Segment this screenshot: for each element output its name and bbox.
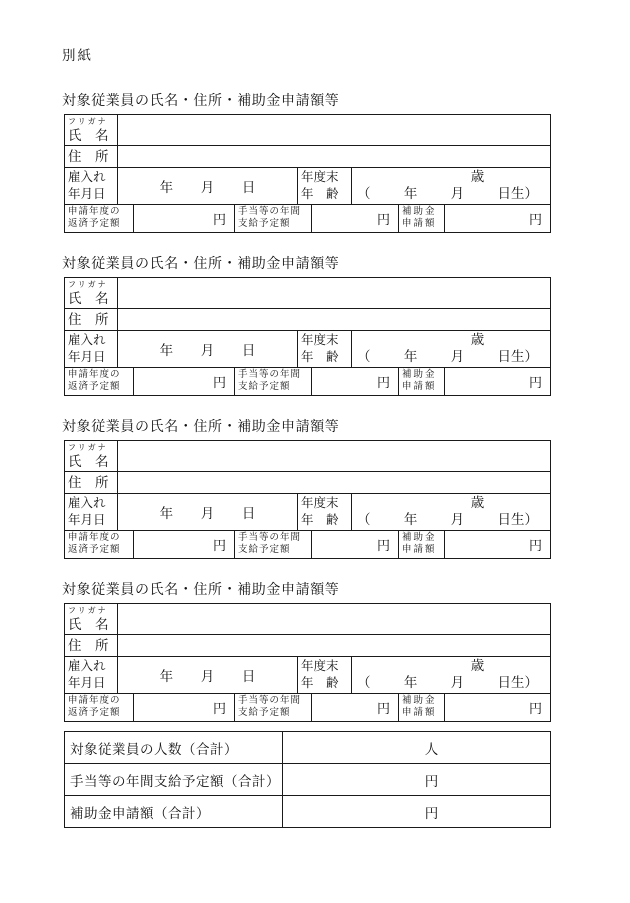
yen-unit-label: 円 — [376, 375, 390, 390]
repayment-label-line2: 返済予定額 — [68, 707, 121, 718]
address-row — [65, 146, 550, 168]
repayment-label-line1: 申請年度の — [68, 370, 121, 380]
birth-open-paren: （ — [357, 185, 371, 201]
repayment-value-cell — [134, 694, 235, 721]
yen-unit-label: 円 — [376, 538, 390, 553]
age-label-line1: 年度末 — [301, 170, 339, 184]
birth-year-unit: 年 — [403, 348, 418, 364]
totals-table — [64, 731, 551, 828]
yen-unit-label: 円 — [424, 805, 439, 821]
birth-month-unit: 月 — [450, 348, 465, 364]
address-row — [65, 635, 550, 657]
address-value-cell — [118, 635, 550, 656]
yen-unit-label: 円 — [376, 212, 390, 227]
year-unit-label: 年 — [159, 506, 174, 521]
allowance-value-cell — [312, 368, 399, 395]
subsidy-label-cell — [399, 531, 445, 558]
age-birthdate-cell — [352, 168, 550, 204]
age-label-line2: 年 齢 — [301, 186, 339, 201]
employee-table — [64, 277, 551, 396]
totals-row-allowance — [65, 764, 550, 796]
allowance-label-line1: 手当等の年間 — [238, 533, 302, 543]
name-value-cell — [118, 604, 550, 634]
month-unit-label: 月 — [200, 506, 215, 521]
year-unit-label: 年 — [159, 343, 174, 358]
hire-date-value-cell — [118, 168, 298, 204]
hire-date-label-line2: 年月日 — [68, 186, 106, 201]
name-label-cell — [65, 604, 118, 634]
yen-unit-label: 円 — [424, 773, 439, 789]
name-label-cell — [65, 441, 118, 471]
day-unit-label: 日 — [241, 180, 256, 195]
amounts-row — [65, 531, 550, 558]
repayment-label-line2: 返済予定額 — [68, 218, 121, 229]
address-row — [65, 309, 550, 331]
repayment-value-cell — [134, 368, 235, 395]
name-label: 氏 名 — [68, 454, 109, 469]
name-value-cell — [118, 441, 550, 471]
year-unit-label: 年 — [159, 669, 174, 684]
address-value-cell — [118, 472, 550, 493]
age-unit-label: 歳 — [470, 658, 485, 673]
hire-date-label-cell — [65, 657, 118, 693]
age-label-line2: 年 齢 — [301, 675, 339, 690]
birth-month-unit: 月 — [450, 185, 465, 201]
name-label: 氏 名 — [68, 128, 109, 143]
birth-month-unit: 月 — [450, 674, 465, 690]
age-birthdate-cell — [352, 494, 550, 530]
repayment-value-cell — [134, 531, 235, 558]
subsidy-label-cell — [399, 694, 445, 721]
repayment-value-cell — [134, 205, 235, 232]
name-row — [65, 604, 550, 635]
allowance-label-line1: 手当等の年間 — [238, 696, 302, 706]
hire-date-label-line1: 雇入れ — [68, 333, 106, 347]
yen-unit-label: 円 — [212, 538, 226, 553]
subsidy-value-cell — [445, 205, 550, 232]
hire-date-row — [65, 657, 550, 694]
repayment-label-line1: 申請年度の — [68, 207, 121, 217]
hire-date-row — [65, 168, 550, 205]
month-unit-label: 月 — [200, 343, 215, 358]
hire-date-row — [65, 494, 550, 531]
employee-block — [62, 581, 551, 722]
age-label-line2: 年 齢 — [301, 512, 339, 527]
subsidy-label-line1: 補助金 — [402, 370, 437, 380]
furigana-label: フリガナ — [68, 280, 108, 289]
section-title: 対象従業員の氏名・住所・補助金申請額等 — [62, 583, 340, 598]
address-label: 住 所 — [65, 635, 118, 656]
totals-row-headcount — [65, 732, 550, 764]
attachment-corner-label: 別紙 — [62, 48, 93, 63]
age-label-line1: 年度末 — [301, 659, 339, 673]
repayment-label-line1: 申請年度の — [68, 533, 121, 543]
allowance-label-cell — [235, 531, 312, 558]
section-title: 対象従業員の氏名・住所・補助金申請額等 — [62, 420, 340, 435]
amounts-row — [65, 205, 550, 232]
age-unit-label: 歳 — [470, 495, 485, 510]
address-value-cell — [118, 146, 550, 167]
allowance-value-cell — [312, 531, 399, 558]
year-unit-label: 年 — [159, 180, 174, 195]
hire-date-row — [65, 331, 550, 368]
allowance-label-line1: 手当等の年間 — [238, 370, 302, 380]
birth-open-paren: （ — [357, 674, 371, 690]
birthdate-line — [352, 512, 550, 529]
birthdate-line — [352, 186, 550, 203]
birth-year-unit: 年 — [403, 674, 418, 690]
yen-unit-label: 円 — [528, 701, 542, 716]
age-label-line1: 年度末 — [301, 496, 339, 510]
birth-open-paren: （ — [357, 511, 371, 527]
name-value-cell — [118, 115, 550, 145]
employee-block — [62, 255, 551, 396]
allowance-value-cell — [312, 205, 399, 232]
fiscal-year-end-age-label-cell — [298, 168, 352, 204]
totals-allowance-label: 手当等の年間支給予定額（合計） — [65, 764, 283, 795]
employee-blocks-area — [62, 92, 551, 744]
age-unit-label: 歳 — [470, 169, 485, 184]
fiscal-year-end-age-label-cell — [298, 331, 352, 367]
repayment-label-cell — [65, 368, 134, 395]
repayment-label-cell — [65, 205, 134, 232]
employee-table — [64, 114, 551, 233]
birth-day-unit: 日生） — [497, 511, 538, 527]
hire-date-label-line1: 雇入れ — [68, 496, 106, 510]
subsidy-label-line1: 補助金 — [402, 533, 437, 543]
age-birthdate-cell — [352, 331, 550, 367]
day-unit-label: 日 — [241, 506, 256, 521]
name-row — [65, 441, 550, 472]
repayment-label-cell — [65, 694, 134, 721]
repayment-label-cell — [65, 531, 134, 558]
birth-year-unit: 年 — [403, 185, 418, 201]
birth-open-paren: （ — [357, 348, 371, 364]
fiscal-year-end-age-label-cell — [298, 657, 352, 693]
address-label: 住 所 — [65, 472, 118, 493]
address-label: 住 所 — [65, 146, 118, 167]
age-birthdate-cell — [352, 657, 550, 693]
subsidy-value-cell — [445, 694, 550, 721]
subsidy-label-line2: 申請額 — [402, 707, 437, 718]
name-label-cell — [65, 115, 118, 145]
furigana-label: フリガナ — [68, 443, 108, 452]
person-unit-label: 人 — [424, 741, 439, 757]
employee-table — [64, 603, 551, 722]
repayment-label-line1: 申請年度の — [68, 696, 121, 706]
birth-day-unit: 日生） — [497, 348, 538, 364]
name-row — [65, 278, 550, 309]
hire-date-label-cell — [65, 494, 118, 530]
employee-block — [62, 418, 551, 559]
employee-block — [62, 92, 551, 233]
allowance-label-line1: 手当等の年間 — [238, 207, 302, 217]
furigana-label: フリガナ — [68, 117, 108, 126]
allowance-label-line2: 支給予定額 — [238, 381, 291, 392]
employee-table — [64, 440, 551, 559]
amounts-row — [65, 368, 550, 395]
totals-subsidy-label: 補助金申請額（合計） — [65, 796, 283, 827]
name-label: 氏 名 — [68, 617, 109, 632]
age-label-line1: 年度末 — [301, 333, 339, 347]
yen-unit-label: 円 — [212, 701, 226, 716]
age-label-line2: 年 齢 — [301, 349, 339, 364]
subsidy-label-cell — [399, 368, 445, 395]
subsidy-value-cell — [445, 531, 550, 558]
subsidy-label-line2: 申請額 — [402, 544, 437, 555]
birth-year-unit: 年 — [403, 511, 418, 527]
birth-day-unit: 日生） — [497, 185, 538, 201]
allowance-label-line2: 支給予定額 — [238, 707, 291, 718]
day-unit-label: 日 — [241, 343, 256, 358]
hire-date-label-line2: 年月日 — [68, 512, 106, 527]
section-title: 対象従業員の氏名・住所・補助金申請額等 — [62, 257, 340, 272]
address-value-cell — [118, 309, 550, 330]
totals-headcount-label: 対象従業員の人数（合計） — [65, 732, 283, 763]
hire-date-label-line1: 雇入れ — [68, 659, 106, 673]
section-title: 対象従業員の氏名・住所・補助金申請額等 — [62, 94, 340, 109]
address-row — [65, 472, 550, 494]
yen-unit-label: 円 — [212, 375, 226, 390]
name-label: 氏 名 — [68, 291, 109, 306]
age-unit-label: 歳 — [470, 332, 485, 347]
name-value-cell — [118, 278, 550, 308]
name-row — [65, 115, 550, 146]
hire-date-value-cell — [118, 494, 298, 530]
hire-date-value-cell — [118, 657, 298, 693]
month-unit-label: 月 — [200, 669, 215, 684]
name-label-cell — [65, 278, 118, 308]
hire-date-label-cell — [65, 168, 118, 204]
subsidy-label-cell — [399, 205, 445, 232]
totals-row-subsidy — [65, 796, 550, 827]
subsidy-label-line2: 申請額 — [402, 381, 437, 392]
repayment-label-line2: 返済予定額 — [68, 544, 121, 555]
totals-headcount-value-cell — [283, 732, 550, 763]
yen-unit-label: 円 — [528, 375, 542, 390]
hire-date-label-line1: 雇入れ — [68, 170, 106, 184]
hire-date-label-cell — [65, 331, 118, 367]
birth-day-unit: 日生） — [497, 674, 538, 690]
birth-month-unit: 月 — [450, 511, 465, 527]
subsidy-label-line1: 補助金 — [402, 696, 437, 706]
day-unit-label: 日 — [241, 669, 256, 684]
furigana-label: フリガナ — [68, 606, 108, 615]
totals-allowance-value-cell — [283, 764, 550, 795]
amounts-row — [65, 694, 550, 721]
allowance-value-cell — [312, 694, 399, 721]
month-unit-label: 月 — [200, 180, 215, 195]
birthdate-line — [352, 349, 550, 366]
allowance-label-cell — [235, 368, 312, 395]
hire-date-value-cell — [118, 331, 298, 367]
birthdate-line — [352, 675, 550, 692]
fiscal-year-end-age-label-cell — [298, 494, 352, 530]
totals-subsidy-value-cell — [283, 796, 550, 827]
subsidy-label-line2: 申請額 — [402, 218, 437, 229]
yen-unit-label: 円 — [528, 212, 542, 227]
subsidy-value-cell — [445, 368, 550, 395]
subsidy-label-line1: 補助金 — [402, 207, 437, 217]
allowance-label-line2: 支給予定額 — [238, 544, 291, 555]
allowance-label-cell — [235, 694, 312, 721]
address-label: 住 所 — [65, 309, 118, 330]
repayment-label-line2: 返済予定額 — [68, 381, 121, 392]
yen-unit-label: 円 — [528, 538, 542, 553]
allowance-label-line2: 支給予定額 — [238, 218, 291, 229]
allowance-label-cell — [235, 205, 312, 232]
hire-date-label-line2: 年月日 — [68, 349, 106, 364]
hire-date-label-line2: 年月日 — [68, 675, 106, 690]
yen-unit-label: 円 — [376, 701, 390, 716]
yen-unit-label: 円 — [212, 212, 226, 227]
